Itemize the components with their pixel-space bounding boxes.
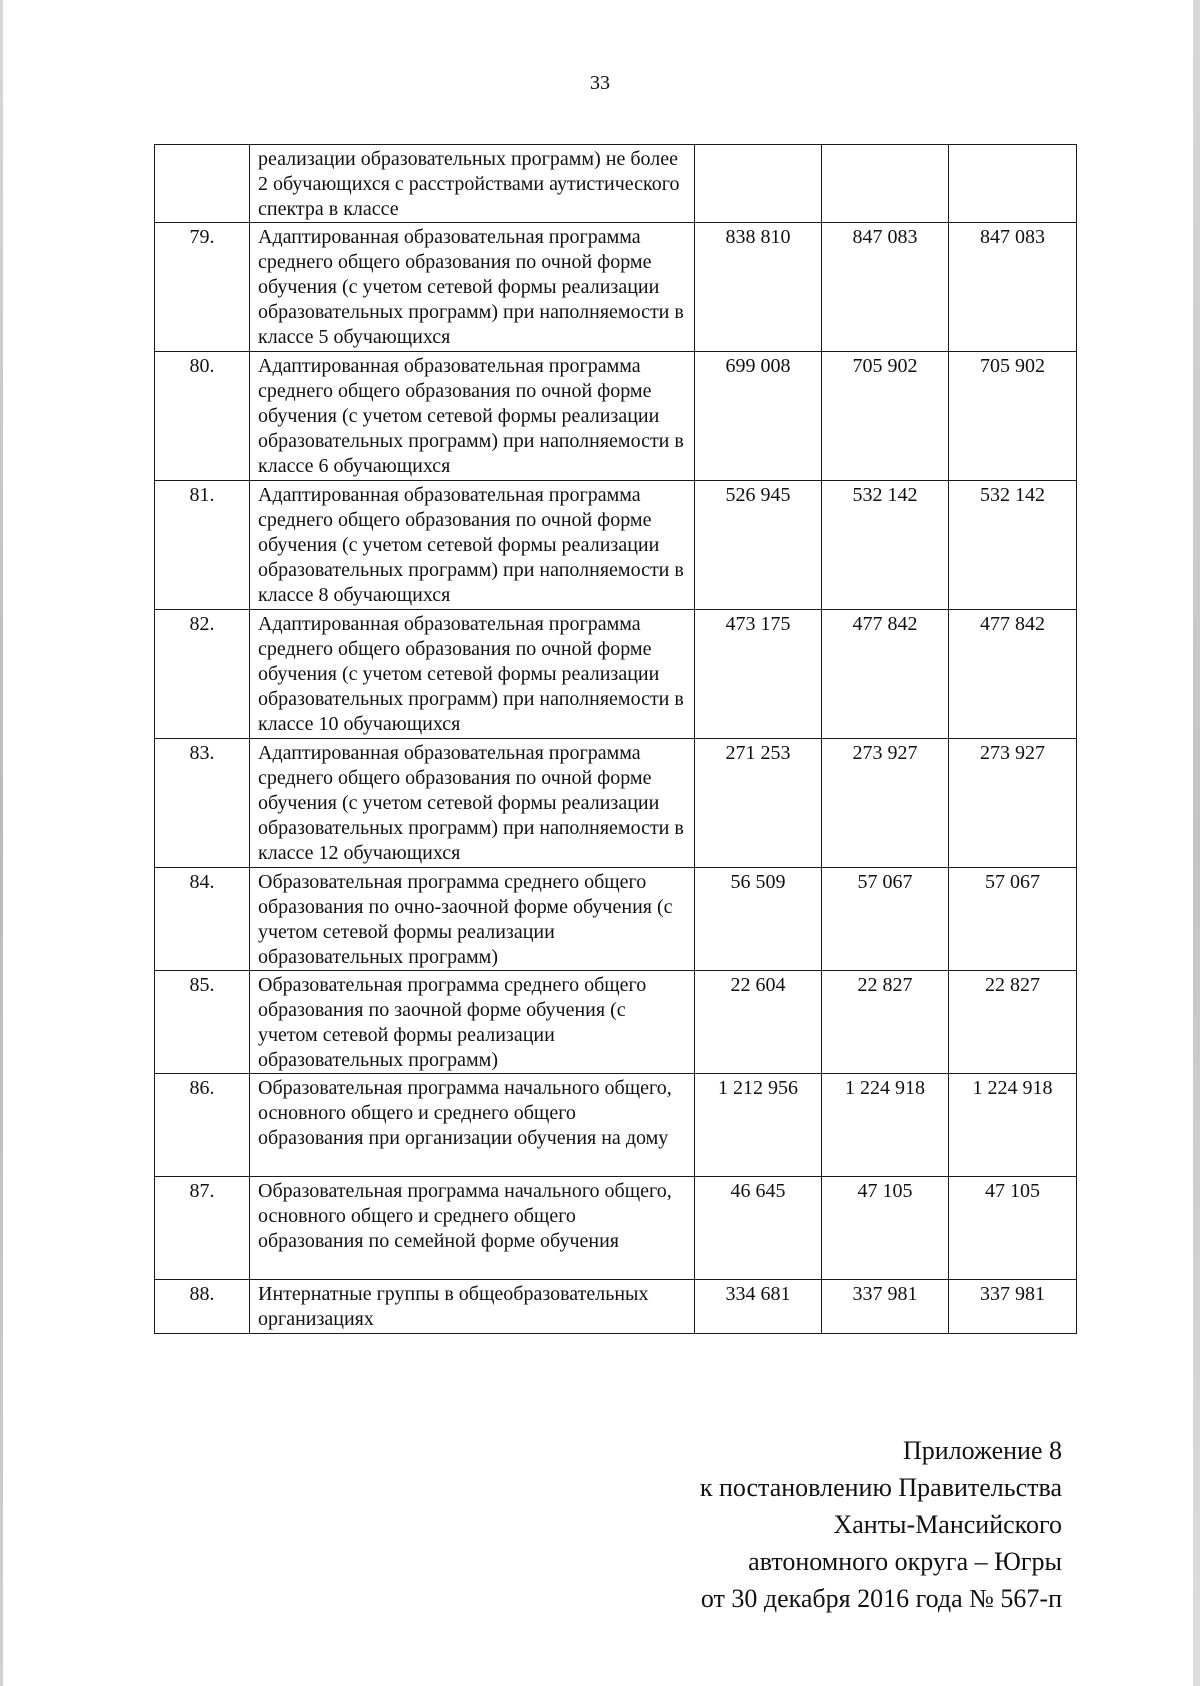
row-value-2: 1 224 918 (822, 1074, 949, 1177)
table-row (155, 971, 1077, 1074)
row-value-2: 705 902 (822, 352, 949, 481)
table-row (155, 223, 1077, 352)
table-row (155, 1074, 1077, 1177)
row-number: 85. (155, 971, 250, 1074)
row-description: Адаптированная образовательная программа среднего общего образования по очной форме обучения (с учетом сетевой формы реализации образовательных программ) при наполняемости в классе 10 обучающихся (250, 610, 695, 739)
row-number: 87. (155, 1177, 250, 1280)
row-description: Образовательная программа начального общего, основного общего и среднего общего образования по семейной форме обучения (250, 1177, 695, 1280)
table-row (155, 1177, 1077, 1280)
row-number: 80. (155, 352, 250, 481)
row-value-3: 337 981 (949, 1280, 1077, 1334)
row-number (155, 145, 250, 223)
row-value-3: 57 067 (949, 868, 1077, 971)
row-number: 81. (155, 481, 250, 610)
row-value-3: 477 842 (949, 610, 1077, 739)
cost-table (154, 144, 1077, 1334)
row-value-1: 526 945 (695, 481, 822, 610)
row-value-3: 532 142 (949, 481, 1077, 610)
row-value-1: 1 212 956 (695, 1074, 822, 1177)
table-row (155, 145, 1077, 223)
row-description: Адаптированная образовательная программа среднего общего образования по очной форме обучения (с учетом сетевой формы реализации образовательных программ) при наполняемости в классе 8 обучающихся (250, 481, 695, 610)
row-number: 83. (155, 739, 250, 868)
row-number: 84. (155, 868, 250, 971)
row-value-1: 46 645 (695, 1177, 822, 1280)
page-number: 33 (590, 72, 610, 94)
scan-edge-left (0, 0, 3, 1686)
row-value-3: 22 827 (949, 971, 1077, 1074)
row-value-2: 337 981 (822, 1280, 949, 1334)
row-description: Адаптированная образовательная программа среднего общего образования по очной форме обучения (с учетом сетевой формы реализации образовательных программ) при наполняемости в классе 12 обучающихся (250, 739, 695, 868)
appendix-date-line: от 30 декабря 2016 года № 567-п (700, 1584, 1062, 1613)
row-number: 86. (155, 1074, 250, 1177)
appendix-title: Приложение 8 (902, 1436, 1062, 1465)
scan-edge-right (1193, 0, 1200, 1686)
row-description: Образовательная программа среднего общего образования по заочной форме обучения (с учетом сетевой формы реализации образовательных программ) (250, 971, 695, 1074)
row-value-1 (695, 145, 822, 223)
row-value-3: 273 927 (949, 739, 1077, 868)
row-value-1: 22 604 (695, 971, 822, 1074)
row-value-3: 1 224 918 (949, 1074, 1077, 1177)
row-value-3: 847 083 (949, 223, 1077, 352)
row-number: 88. (155, 1280, 250, 1334)
row-description: Адаптированная образовательная программа среднего общего образования по очной форме обучения (с учетом сетевой формы реализации образовательных программ) при наполняемости в классе 6 обучающихся (250, 352, 695, 481)
row-value-1: 699 008 (695, 352, 822, 481)
row-description: Образовательная программа начального общего, основного общего и среднего общего образования при организации обучения на дому (250, 1074, 695, 1177)
row-value-1: 473 175 (695, 610, 822, 739)
row-description: реализации образовательных программ) не более 2 обучающихся с расстройствами аутистического спектра в классе (250, 145, 695, 223)
table-row (155, 1280, 1077, 1334)
row-value-2: 532 142 (822, 481, 949, 610)
row-value-1: 271 253 (695, 739, 822, 868)
row-value-2: 22 827 (822, 971, 949, 1074)
row-value-2: 477 842 (822, 610, 949, 739)
row-value-1: 838 810 (695, 223, 822, 352)
row-value-2 (822, 145, 949, 223)
table-row (155, 610, 1077, 739)
row-value-3: 705 902 (949, 352, 1077, 481)
row-value-1: 334 681 (695, 1280, 822, 1334)
row-description: Интернатные группы в общеобразовательных организациях (250, 1280, 695, 1334)
table-row (155, 868, 1077, 971)
row-description: Адаптированная образовательная программа среднего общего образования по очной форме обучения (с учетом сетевой формы реализации образовательных программ) при наполняемости в классе 5 обучающихся (250, 223, 695, 352)
row-value-1: 56 509 (695, 868, 822, 971)
appendix-block (700, 1432, 1062, 1617)
table-row (155, 352, 1077, 481)
row-value-2: 47 105 (822, 1177, 949, 1280)
table-row (155, 481, 1077, 610)
row-number: 79. (155, 223, 250, 352)
appendix-line: Ханты-Мансийского (833, 1510, 1062, 1539)
row-value-3: 47 105 (949, 1177, 1077, 1280)
row-value-2: 847 083 (822, 223, 949, 352)
appendix-line: автономного округа – Югры (748, 1547, 1062, 1576)
row-value-3 (949, 145, 1077, 223)
row-number: 82. (155, 610, 250, 739)
row-value-2: 273 927 (822, 739, 949, 868)
row-value-2: 57 067 (822, 868, 949, 971)
row-description: Образовательная программа среднего общего образования по очно-заочной форме обучения (с учетом сетевой формы реализации образовательных программ) (250, 868, 695, 971)
appendix-line: к постановлению Правительства (699, 1473, 1062, 1502)
table-row (155, 739, 1077, 868)
